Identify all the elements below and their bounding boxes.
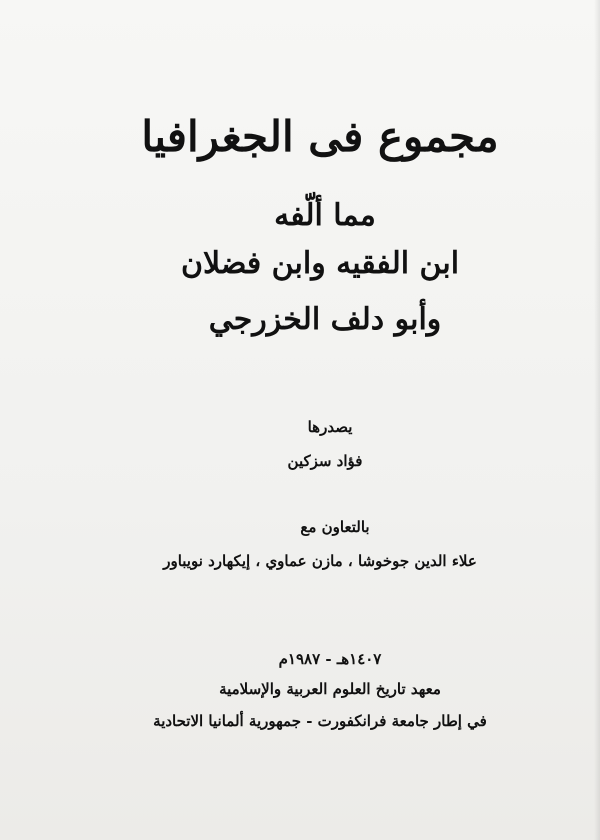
- book-subtitle: مما ألّفه: [274, 198, 376, 233]
- book-title: مجموع فى الجغرافيا: [141, 112, 499, 161]
- presenter-name: فؤاد سزكين: [287, 452, 363, 470]
- presented-by-label: يصدرها: [307, 418, 353, 436]
- collaborators-names: علاء الدين جوخوشا ، مازن عماوي ، إيكهارد نويباور: [163, 552, 477, 570]
- authors-line-2: وأبو دلف الخزرجي: [208, 302, 442, 337]
- authors-line-1: ابن الفقيه وابن فضلان: [180, 246, 460, 281]
- collaboration-label: بالتعاون مع: [300, 518, 370, 536]
- publisher-institute: معهد تاريخ العلوم العربية والإسلامية: [219, 680, 441, 698]
- publication-date: ١٤٠٧هـ - ١٩٨٧م: [278, 650, 382, 668]
- publisher-framework: في إطار جامعة فرانكفورت - جمهورية ألمانيا الاتحادية: [153, 712, 487, 730]
